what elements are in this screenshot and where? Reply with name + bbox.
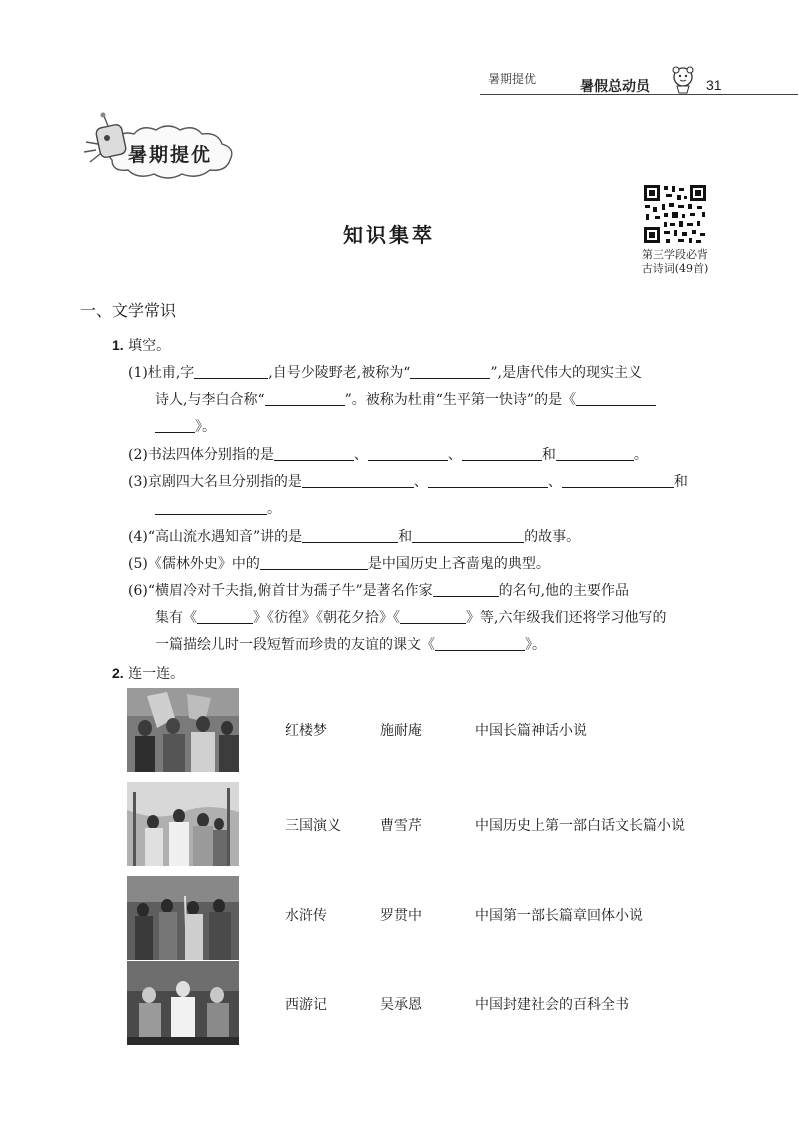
drama-photo-3 — [127, 876, 239, 960]
q1-item6-line2: 集有《 》《彷徨》《朝花夕拾》《 》等,六年级我们还将学习他写的 — [155, 610, 667, 626]
answer-blank[interactable] — [410, 364, 490, 379]
answer-blank[interactable] — [412, 528, 524, 543]
qr-code-icon[interactable] — [642, 183, 708, 245]
q2-number: 2. — [112, 665, 124, 681]
answer-blank[interactable] — [556, 446, 634, 461]
book-title[interactable]: 西游记 — [285, 997, 327, 1013]
q1-item1-line2: 诗人,与李白合称“ ”。被称为杜甫“生平第一快诗”的是《 — [155, 389, 656, 409]
answer-blank[interactable] — [400, 609, 466, 624]
banner-label: 暑期提优 — [128, 144, 213, 166]
q2-heading — [112, 663, 184, 683]
drama-photo-4 — [127, 961, 239, 1045]
q1-item1-line1: (1)杜甫,字 ,自号少陵野老,被称为“ ”,是唐代伟大的现实主义 — [128, 365, 642, 381]
q2-label: 连一连。 — [128, 666, 185, 682]
drama-photo-1 — [127, 688, 239, 772]
q1-item3-line1: (3)京剧四大名旦分别指的是 、 、 和 — [128, 474, 688, 490]
answer-blank[interactable] — [260, 555, 368, 570]
item-number: (4) — [128, 529, 148, 545]
answer-blank[interactable] — [265, 391, 345, 406]
header-rule — [480, 94, 798, 95]
answer-blank[interactable] — [368, 446, 448, 461]
book-title[interactable]: 三国演义 — [285, 818, 341, 834]
q1-item5: (5)《儒林外史》中的 是中国历史上吝啬鬼的典型。 — [128, 556, 550, 572]
item-number: (3) — [128, 474, 148, 490]
page-number: 31 — [706, 77, 722, 93]
q1-item1-line3: 》。 — [155, 416, 216, 436]
answer-blank[interactable] — [155, 500, 267, 515]
item-number: (5) — [128, 556, 148, 572]
q1-item6-line1: (6)“横眉冷对千夫指,俯首甘为孺子牛”是著名作家 的名句,他的主要作品 — [128, 583, 630, 599]
answer-blank[interactable] — [562, 473, 674, 488]
answer-blank[interactable] — [302, 528, 398, 543]
answer-blank[interactable] — [428, 473, 548, 488]
book-description[interactable]: 中国长篇神话小说 — [475, 723, 587, 739]
q1-item6-line3: 一篇描绘儿时一段短暂而珍贵的友谊的课文《 》。 — [155, 637, 546, 653]
author-name[interactable]: 曹雪芹 — [380, 818, 422, 834]
item-number: (1) — [128, 365, 148, 381]
answer-blank[interactable] — [197, 609, 253, 624]
page-title: 知识集萃 — [343, 223, 435, 247]
author-name[interactable]: 施耐庵 — [380, 723, 422, 739]
book-title[interactable]: 红楼梦 — [285, 723, 327, 739]
item-number: (6) — [128, 583, 148, 599]
item-number: (2) — [128, 447, 148, 463]
answer-blank[interactable] — [462, 446, 542, 461]
q1-item3-line2: 。 — [155, 498, 281, 518]
section-heading: 一、文学常识 — [80, 301, 177, 320]
q1-item4: (4)“高山流水遇知音”讲的是 和 的故事。 — [128, 529, 581, 545]
answer-blank[interactable] — [302, 473, 414, 488]
qr-caption-line2: 古诗词(49首) — [641, 262, 709, 275]
answer-blank[interactable] — [433, 582, 499, 597]
book-description[interactable]: 中国第一部长篇章回体小说 — [475, 908, 643, 924]
q1-label: 填空。 — [128, 338, 171, 354]
mascot-icon — [668, 64, 698, 94]
answer-blank[interactable] — [194, 364, 268, 379]
answer-blank[interactable] — [155, 418, 195, 433]
author-name[interactable]: 罗贯中 — [380, 908, 422, 924]
drama-photo-2 — [127, 782, 239, 866]
header-sub-label: 暑期提优 — [488, 72, 537, 86]
qr-caption-line1: 第三学段必背 — [642, 248, 708, 261]
book-title[interactable]: 水浒传 — [285, 908, 327, 924]
q1-number: 1. — [112, 337, 124, 353]
answer-blank[interactable] — [435, 636, 525, 651]
author-name[interactable]: 吴承恩 — [380, 997, 422, 1013]
q1-heading — [112, 335, 170, 355]
answer-blank[interactable] — [576, 391, 656, 406]
header-brand: 暑假总动员 — [580, 79, 650, 95]
qr-caption — [628, 248, 722, 276]
answer-blank[interactable] — [274, 446, 354, 461]
q1-item2: (2)书法四体分别指的是 、 、 和 。 — [128, 447, 648, 463]
book-description[interactable]: 中国历史上第一部白话文长篇小说 — [475, 818, 685, 834]
book-description[interactable]: 中国封建社会的百科全书 — [475, 997, 629, 1013]
